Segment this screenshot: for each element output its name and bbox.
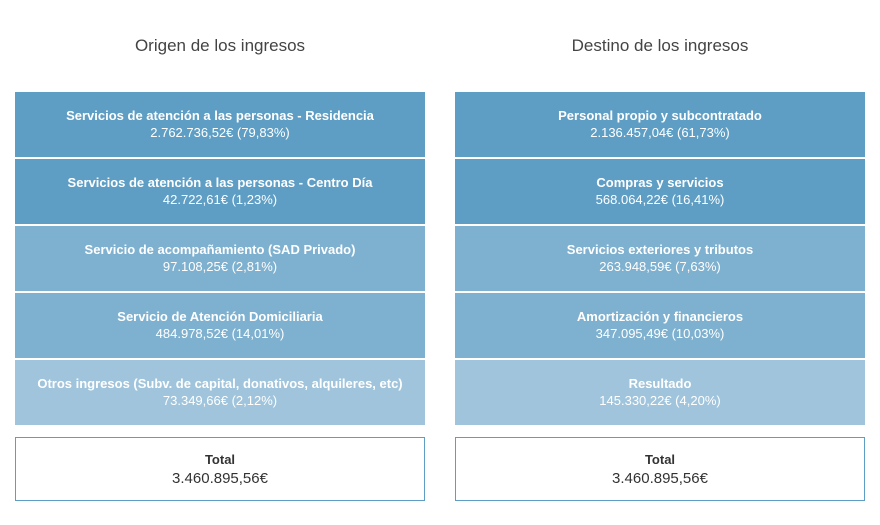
destino-total — [455, 437, 865, 501]
row-value: 263.948,59€ (7,63%) — [599, 259, 721, 274]
origen-title: Origen de los ingresos — [134, 36, 306, 55]
row-value: 347.095,49€ (10,03%) — [595, 326, 725, 341]
row-label: Servicios de atención a las personas - Residencia — [66, 108, 374, 123]
row-label: Personal propio y subcontratado — [558, 108, 762, 123]
row-label: Resultado — [628, 376, 692, 391]
destino-row-personal — [455, 92, 865, 157]
origen-total — [15, 437, 425, 501]
total-label: Total — [644, 451, 676, 467]
destino-row-amortizacion — [455, 293, 865, 358]
row-label: Servicios de atención a las personas - Centro Día — [67, 175, 373, 190]
row-value: 42.722,61€ (1,23%) — [162, 192, 278, 207]
destino-row-resultado — [455, 360, 865, 425]
row-label: Compras y servicios — [596, 175, 724, 190]
total-value: 3.460.895,56€ — [612, 469, 708, 487]
row-value: 2.136.457,04€ (61,73%) — [590, 125, 730, 140]
row-label: Amortización y financieros — [576, 309, 744, 324]
row-value: 73.349,66€ (2,12%) — [162, 393, 278, 408]
destino-row-compras — [455, 159, 865, 224]
row-value: 484.978,52€ (14,01%) — [155, 326, 285, 341]
row-value: 2.762.736,52€ (79,83%) — [150, 125, 290, 140]
row-value: 97.108,25€ (2,81%) — [162, 259, 278, 274]
origen-row-centro-dia — [15, 159, 425, 224]
row-label: Servicio de acompañamiento (SAD Privado) — [84, 242, 356, 257]
origen-row-residencia — [15, 92, 425, 157]
total-value: 3.460.895,56€ — [172, 469, 268, 487]
row-label: Servicio de Atención Domiciliaria — [117, 309, 323, 324]
origen-rows — [15, 92, 425, 427]
origen-row-sad-privado — [15, 226, 425, 291]
origen-row-atencion-domiciliaria — [15, 293, 425, 358]
origen-row-otros-ingresos — [15, 360, 425, 425]
row-label: Servicios exteriores y tributos — [566, 242, 754, 257]
destino-row-servicios-exteriores — [455, 226, 865, 291]
total-label: Total — [204, 451, 236, 467]
destino-title: Destino de los ingresos — [571, 36, 749, 55]
row-label: Otros ingresos (Subv. de capital, donativos, alquileres, etc) — [37, 376, 403, 391]
row-value: 568.064,22€ (16,41%) — [595, 192, 725, 207]
row-value: 145.330,22€ (4,20%) — [599, 393, 721, 408]
destino-rows — [455, 92, 865, 427]
